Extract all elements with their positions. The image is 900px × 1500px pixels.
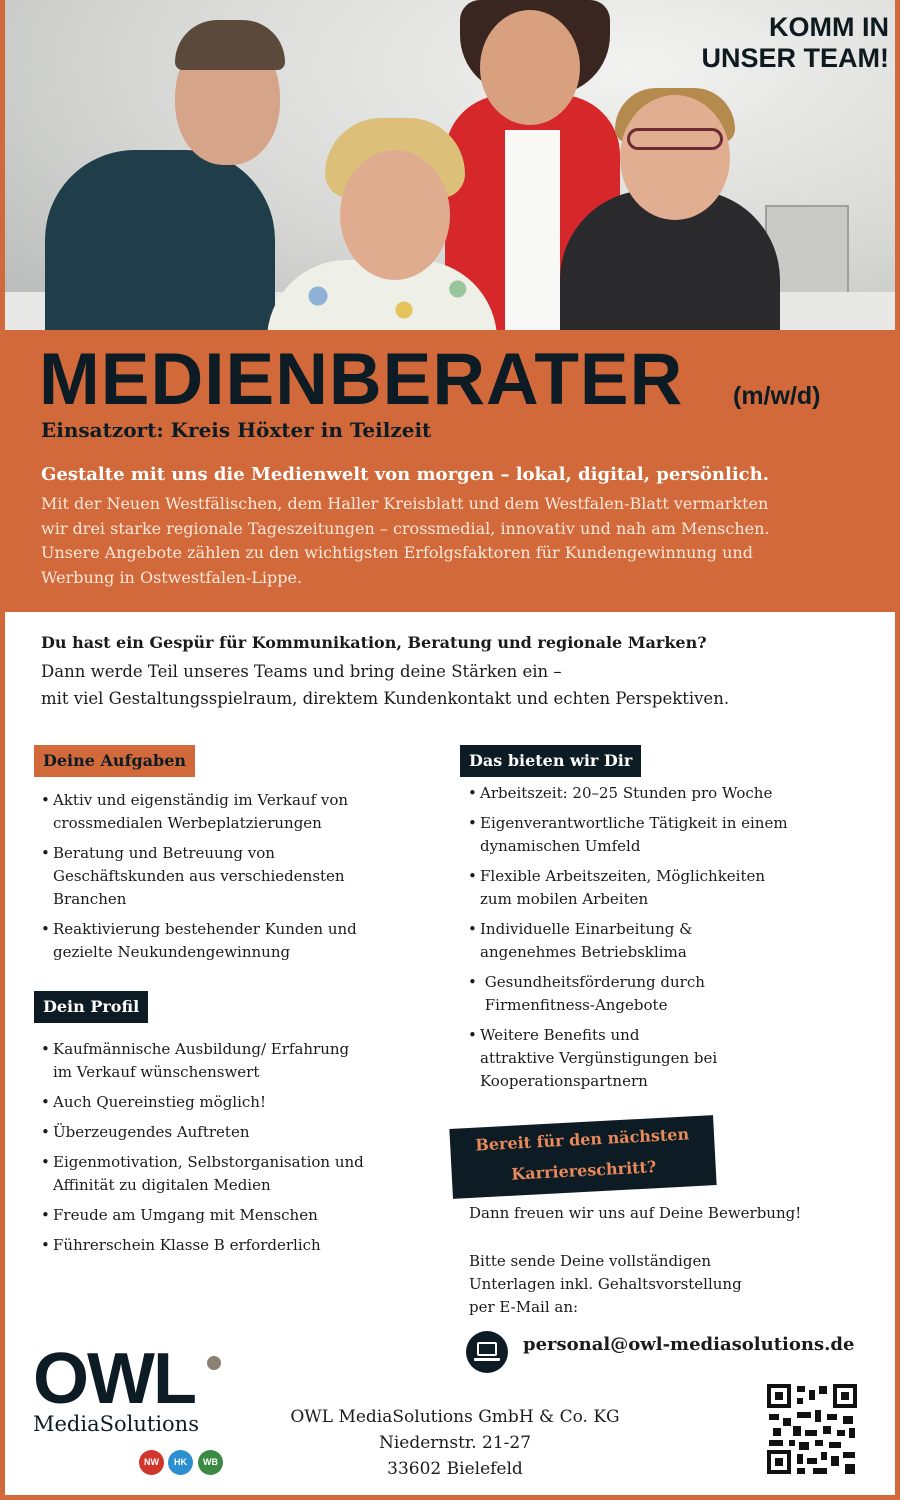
company-address bbox=[245, 1404, 665, 1482]
list-item: • Auch Quereinstieg möglich! bbox=[41, 1091, 421, 1114]
question-title: Du hast ein Gespür für Kommunikation, Beratung und regionale Marken? bbox=[41, 633, 707, 652]
list-item: • Reaktivierung bestehender Kunden und gezielte Neukundengewinnung bbox=[41, 918, 421, 964]
question-line: Dann werde Teil unseres Teams und bring deine Stärken ein – bbox=[41, 662, 562, 681]
intro-line: wir drei starke regionale Tageszeitungen – crossmedial, innovativ und nah am Menschen. bbox=[41, 518, 770, 538]
list-item: • Weitere Benefits und attraktive Vergünstigungen bei Kooperationspartnern bbox=[468, 1024, 868, 1093]
list-item: • Aktiv und eigenständig im Verkauf von crossmedialen Werbeplatzierungen bbox=[41, 789, 421, 835]
offers-list bbox=[468, 782, 868, 1100]
question-line: mit viel Gestaltungsspielraum, direktem Kundenkontakt und echten Perspektiven. bbox=[41, 689, 730, 708]
job-gender-suffix: (m/w/d) bbox=[733, 382, 821, 410]
cta-line2: Karriereschritt? bbox=[510, 1157, 657, 1184]
qr-code-icon[interactable] bbox=[767, 1384, 857, 1474]
list-item: • Individuelle Einarbeitung & angenehmes Betriebsklima bbox=[468, 918, 868, 964]
apply-text: Dann freuen wir uns auf Deine Bewerbung! bbox=[469, 1204, 802, 1222]
intro-lead: Gestalte mit uns die Medienwelt von morgen – lokal, digital, persönlich. bbox=[41, 464, 769, 485]
list-item: • Flexible Arbeitszeiten, Möglichkeiten zum mobilen Arbeiten bbox=[468, 865, 868, 911]
logo-dot bbox=[207, 1356, 221, 1370]
job-title: MEDIENBERATER bbox=[39, 339, 684, 420]
list-item: • Arbeitszeit: 20–25 Stunden pro Woche bbox=[468, 782, 868, 805]
company-name: OWL MediaSolutions GmbH & Co. KG bbox=[290, 1407, 620, 1427]
list-item: • Eigenverantwortliche Tätigkeit in einem dynamischen Umfeld bbox=[468, 812, 868, 858]
nw-logo-icon: NW bbox=[139, 1450, 164, 1475]
list-item: • Beratung und Betreuung von Geschäftskunden aus verschiedensten Branchen bbox=[41, 842, 421, 911]
company-city: 33602 Bielefeld bbox=[387, 1459, 523, 1479]
intro-line: Werbung in Ostwestfalen-Lippe. bbox=[41, 567, 303, 587]
intro-text bbox=[41, 492, 871, 590]
logo-wordmark: OWL bbox=[33, 1339, 195, 1419]
list-item: • Kaufmännische Ausbildung/ Erfahrung im Verkauf wünschenswert bbox=[41, 1038, 421, 1084]
cta-line1: Bereit für den nächsten bbox=[474, 1124, 690, 1155]
list-item: • Freude am Umgang mit Menschen bbox=[41, 1204, 421, 1227]
company-street: Niedernstr. 21-27 bbox=[378, 1433, 532, 1453]
list-item: • Eigenmotivation, Selbstorganisation und Affinität zu digitalen Medien bbox=[41, 1151, 421, 1197]
wb-logo-icon: WB bbox=[198, 1450, 223, 1475]
question-text bbox=[41, 658, 729, 712]
list-item: • Überzeugendes Auftreten bbox=[41, 1121, 421, 1144]
team-callout-line1: KOMM IN bbox=[769, 12, 889, 42]
send-instructions: Bitte sende Deine vollständigen Unterlagen inkl. Gehaltsvorstellung per E-Mail an: bbox=[469, 1252, 742, 1316]
team-callout-line2: UNSER TEAM! bbox=[701, 43, 889, 73]
laptop-icon bbox=[466, 1331, 508, 1373]
list-item: • Führerschein Klasse B erforderlich bbox=[41, 1234, 421, 1257]
job-location: Einsatzort: Kreis Höxter in Teilzeit bbox=[41, 418, 432, 442]
logo-subtitle: MediaSolutions bbox=[33, 1412, 199, 1436]
list-item: • Gesundheitsförderung durch Firmenfitness-Angebote bbox=[468, 971, 868, 1017]
hk-logo-icon: HK bbox=[168, 1450, 193, 1475]
profile-label: Dein Profil bbox=[34, 991, 148, 1023]
intro-line: Mit der Neuen Westfälischen, dem Haller Kreisblatt und dem Westfalen-Blatt vermarkten bbox=[41, 494, 769, 513]
email-link[interactable]: personal@owl-mediasolutions.de bbox=[523, 1334, 855, 1355]
intro-line: Unsere Angebote zählen zu den wichtigsten Erfolgsfaktoren für Kundengewinnung und bbox=[41, 543, 753, 562]
offers-label: Das bieten wir Dir bbox=[460, 745, 641, 777]
tasks-list bbox=[41, 789, 421, 971]
team-callout bbox=[669, 12, 889, 74]
profile-list bbox=[41, 1038, 421, 1264]
tasks-label: Deine Aufgaben bbox=[34, 745, 195, 777]
